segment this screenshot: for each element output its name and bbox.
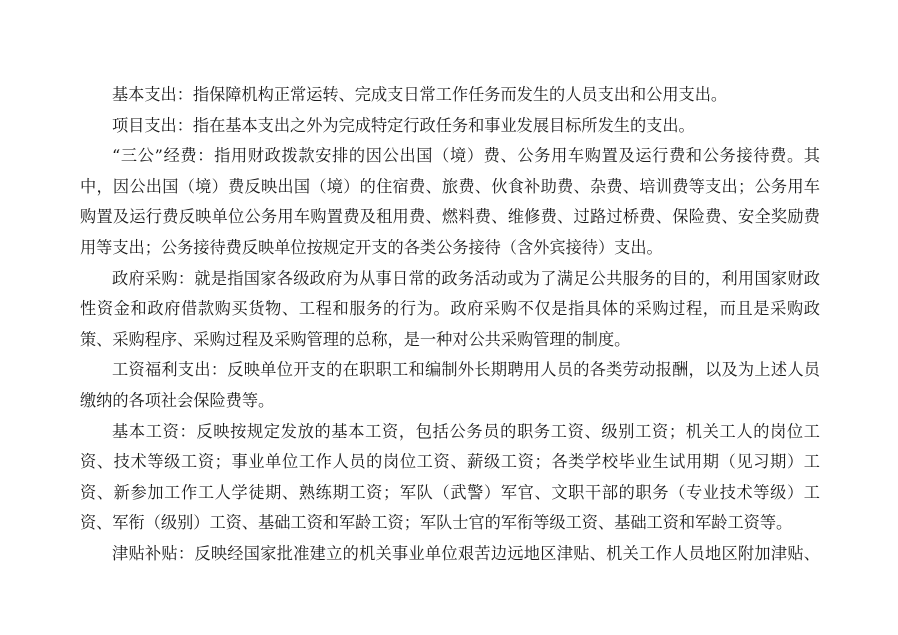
paragraph-project-expenditure: 项目支出：指在基本支出之外为完成特定行政任务和事业发展目标所发生的支出。 <box>112 115 695 135</box>
paragraph-allowance-subsidy: 津贴补贴：反映经国家批准建立的机关事业单位艰苦边远地区津贴、机关工作人员地区附加津贴、 <box>112 543 820 563</box>
paragraph-wage-welfare-expenditure: 工资福利支出：反映单位开支的在职职工和编制外长期聘用人员的各类劳动报酬，以及为上述人员缴纳的各项社会保险费等。 <box>80 360 820 410</box>
paragraph-basic-expenditure: 基本支出：指保障机构正常运转、完成支日常工作任务而发生的人员支出和公用支出。 <box>112 85 728 104</box>
paragraph-government-procurement: 政府采购：就是指国家各级政府为从事日常的政务活动或为了满足公共服务的目的，利用国家财政性资金和政府借款购买货物、工程和服务的行为。政府采购不仅是指具体的采购过程，而且是采购政策、采购程序、采购过程及采购管理的总称，是一种对公共采购管理的制度。 <box>80 268 820 349</box>
document-body <box>80 80 820 570</box>
paragraph-three-public-expenses: “三公”经费：指用财政拨款安排的因公出国（境）费、公务用车购置及运行费和公务接待费。其中，因公出国（境）费反映出国（境）的住宿费、旅费、伙食补助费、杂费、培训费等支出；公务用车购置及运行费反映单位公务用车购置费及租用费、燃料费、维修费、过路过桥费、保险费、安全奖励费用等支出；公务接待费反映单位按规定开支的各类公务接待（含外宾接待）支出。 <box>80 146 820 257</box>
paragraph-basic-wage: 基本工资：反映按规定发放的基本工资，包括公务员的职务工资、级别工资；机关工人的岗位工资、技术等级工资；事业单位工作人员的岗位工资、薪级工资；各类学校毕业生试用期（见习期）工资、新参加工作工人学徒期、熟练期工资；军队（武警）军官、文职干部的职务（专业技术等级）工资、军衔（级别）工资、基础工资和军龄工资；军队士官的军衔等级工资、基础工资和军龄工资等。 <box>80 421 820 533</box>
